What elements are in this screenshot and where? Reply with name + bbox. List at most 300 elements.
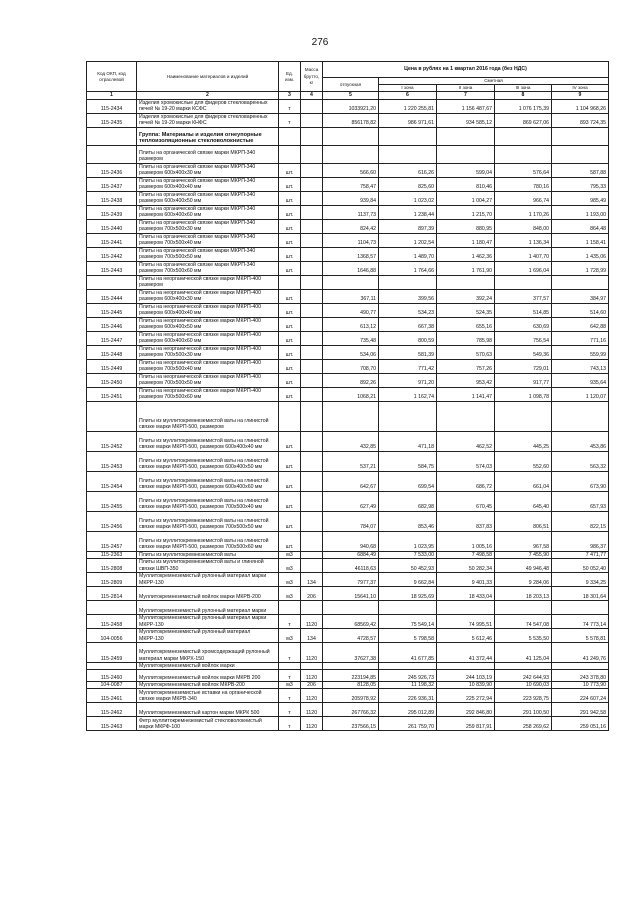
column-number: 7	[437, 92, 495, 99]
price-zone-3: 806,51	[495, 511, 552, 531]
header-zone-2: II зона	[437, 85, 495, 92]
empty-cell	[437, 275, 495, 289]
item-mass: 1120	[301, 670, 323, 682]
price-release: 735,48	[323, 331, 379, 345]
price-zone-3: 377,57	[495, 289, 552, 303]
price-zone-2: 785,98	[437, 331, 495, 345]
price-zone-3: 756,54	[495, 331, 552, 345]
price-zone-4: 743,13	[552, 359, 609, 373]
price-zone-4: 50 052,40	[552, 558, 609, 572]
price-zone-4: 291 942,58	[552, 703, 609, 717]
price-release: 1068,21	[323, 387, 379, 401]
item-name: Плиты на органической связке марки МКРП-340 размером 700х500х60 мм	[137, 261, 279, 275]
item-code: 115-2808	[87, 558, 137, 572]
item-mass: 134	[301, 628, 323, 642]
item-unit: м3	[279, 558, 301, 572]
price-zone-4: 1 120,07	[552, 387, 609, 401]
item-name: Плиты на неорганической связке марки МКРП-400 размером 600х400х50 мм	[137, 317, 279, 331]
item-mass	[301, 163, 323, 177]
price-zone-2: 1 156 487,67	[437, 99, 495, 113]
empty-cell	[301, 127, 323, 145]
price-zone-3: 445,25	[495, 431, 552, 451]
price-release: 824,42	[323, 219, 379, 233]
item-mass	[301, 387, 323, 401]
item-unit: шт.	[279, 345, 301, 359]
empty-cell	[495, 401, 552, 431]
price-release: 642,67	[323, 471, 379, 491]
table-row	[87, 289, 609, 303]
empty-cell	[379, 662, 437, 669]
item-unit: шт.	[279, 491, 301, 511]
empty-cell	[87, 127, 137, 145]
price-zone-3: 41 125,04	[495, 642, 552, 662]
table-row	[87, 205, 609, 219]
item-unit: т	[279, 614, 301, 628]
price-zone-1: 584,75	[379, 451, 437, 471]
empty-cell	[279, 662, 301, 669]
price-release: 758,47	[323, 177, 379, 191]
price-zone-4: 9 334,25	[552, 572, 609, 586]
price-zone-4: 795,33	[552, 177, 609, 191]
price-zone-4: 5 578,81	[552, 628, 609, 642]
item-unit: т	[279, 642, 301, 662]
price-release: 708,70	[323, 359, 379, 373]
price-zone-2: 686,72	[437, 471, 495, 491]
price-release: 1104,73	[323, 233, 379, 247]
item-mass: 206	[301, 586, 323, 600]
price-zone-1: 1 023,95	[379, 531, 437, 551]
table-body	[87, 99, 609, 731]
price-zone-4: 822,15	[552, 511, 609, 531]
empty-cell	[379, 600, 437, 614]
item-name: Муллитокремнеземистый хромсодержащий рулонный материал марки МКРХ-150	[137, 642, 279, 662]
empty-cell	[437, 662, 495, 669]
price-release: 490,77	[323, 303, 379, 317]
price-zone-1: 245 926,73	[379, 670, 437, 682]
item-code: 115-2447	[87, 331, 137, 345]
item-name: Муллитокремнеземистый рулонный материал марки МКРР-130	[137, 614, 279, 628]
item-unit: м3	[279, 572, 301, 586]
price-zone-2: 599,04	[437, 163, 495, 177]
item-code: 115-2435	[87, 113, 137, 127]
price-zone-4: 935,64	[552, 373, 609, 387]
table-row	[87, 317, 609, 331]
item-unit: шт.	[279, 219, 301, 233]
price-zone-3: 223 928,75	[495, 689, 552, 703]
price-zone-3: 1 696,04	[495, 261, 552, 275]
header-price-group: Цена в рублях на 1 квартал 2016 года (без НДС)	[323, 62, 609, 78]
price-zone-4: 986,37	[552, 531, 609, 551]
item-code: 115-2454	[87, 471, 137, 491]
table-row	[87, 113, 609, 127]
price-zone-4: 18 301,64	[552, 586, 609, 600]
item-name: Плиты из муллитокремнеземистой ваты	[137, 551, 279, 558]
price-zone-3: 661,04	[495, 471, 552, 491]
table-row	[87, 451, 609, 471]
price-zone-1: 1 764,66	[379, 261, 437, 275]
item-unit: шт.	[279, 373, 301, 387]
price-zone-4: 559,99	[552, 345, 609, 359]
table-row	[87, 387, 609, 401]
empty-cell	[301, 401, 323, 431]
price-zone-1: 41 677,85	[379, 642, 437, 662]
item-code: 115-2462	[87, 703, 137, 717]
price-zone-4: 771,16	[552, 331, 609, 345]
price-zone-2: 244 103,19	[437, 670, 495, 682]
item-mass	[301, 471, 323, 491]
item-unit: м3	[279, 628, 301, 642]
item-mass	[301, 99, 323, 113]
item-mass	[301, 558, 323, 572]
price-zone-3: 966,74	[495, 191, 552, 205]
price-zone-4: 1 728,99	[552, 261, 609, 275]
item-unit: шт.	[279, 177, 301, 191]
subheading: Плиты из муллитокремнеземистой ваты на глинистой связке марки МКРП-500, размером	[137, 401, 279, 431]
table-row	[87, 233, 609, 247]
empty-cell	[379, 275, 437, 289]
item-code: 115-2437	[87, 177, 137, 191]
item-unit: шт.	[279, 247, 301, 261]
price-zone-1: 50 452,93	[379, 558, 437, 572]
table-row	[87, 682, 609, 689]
item-code: 115-2442	[87, 247, 137, 261]
item-code: 115-2363	[87, 551, 137, 558]
price-zone-4: 7 471,77	[552, 551, 609, 558]
price-zone-2: 1 761,90	[437, 261, 495, 275]
empty-cell	[301, 600, 323, 614]
table-row	[87, 572, 609, 586]
price-zone-1: 682,98	[379, 491, 437, 511]
empty-cell	[495, 127, 552, 145]
item-mass	[301, 191, 323, 205]
item-name: Муллитокремнеземистые вставки на органической связке марки МКРВ-340	[137, 689, 279, 703]
table-row	[87, 99, 609, 113]
empty-cell	[552, 662, 609, 669]
table-row	[87, 331, 609, 345]
item-code: 115-2444	[87, 289, 137, 303]
price-zone-2: 934 585,12	[437, 113, 495, 127]
item-unit: шт.	[279, 331, 301, 345]
price-zone-2: 670,45	[437, 491, 495, 511]
empty-cell	[552, 127, 609, 145]
item-code: 115-2456	[87, 511, 137, 531]
item-unit: шт.	[279, 205, 301, 219]
empty-cell	[552, 145, 609, 163]
subheading: Муллитокремнеземистый рулонный материал марки	[137, 600, 279, 614]
price-zone-3: 552,60	[495, 451, 552, 471]
empty-cell	[279, 275, 301, 289]
price-release: 566,60	[323, 163, 379, 177]
item-unit: шт.	[279, 359, 301, 373]
price-zone-1: 399,56	[379, 289, 437, 303]
table-row	[87, 491, 609, 511]
item-mass	[301, 303, 323, 317]
price-zone-2: 392,24	[437, 289, 495, 303]
item-unit: шт.	[279, 471, 301, 491]
table-row	[87, 177, 609, 191]
item-name: Плиты на органической связке марки МКРП-340 размером 600х400х30 мм	[137, 163, 279, 177]
empty-cell	[279, 600, 301, 614]
item-mass: 206	[301, 682, 323, 689]
item-code: 115-2443	[87, 261, 137, 275]
item-unit: шт.	[279, 261, 301, 275]
price-zone-2: 1 005,16	[437, 531, 495, 551]
header-estimate: Сметная	[379, 78, 609, 85]
item-code: 115-2452	[87, 431, 137, 451]
table-row	[87, 247, 609, 261]
subheading: Плиты на неорганической связке марки МКРП-400 размером	[137, 275, 279, 289]
item-mass	[301, 359, 323, 373]
table-row	[87, 628, 609, 642]
price-release: 8128,05	[323, 682, 379, 689]
item-mass	[301, 331, 323, 345]
price-release: 1137,73	[323, 205, 379, 219]
price-release: 939,84	[323, 191, 379, 205]
price-zone-4: 384,97	[552, 289, 609, 303]
item-name: Муллитокремнеземистый войлок марки МКРВ 200	[137, 670, 279, 682]
item-name: Плиты из муллитокремнеземистой ваты на глинистой связке марки МКРП-500, размером 600х400х40 мм	[137, 431, 279, 451]
price-zone-2: 9 401,33	[437, 572, 495, 586]
item-mass	[301, 511, 323, 531]
item-name: Муллитокремнеземистый войлок МКРВ-200	[137, 682, 279, 689]
price-release: 15641,10	[323, 586, 379, 600]
empty-cell	[301, 275, 323, 289]
item-name: Плиты на органической связке марки МКРП-340 размером 600х400х40 мм	[137, 177, 279, 191]
price-release: 784,07	[323, 511, 379, 531]
item-mass	[301, 451, 323, 471]
empty-cell	[279, 127, 301, 145]
table-row	[87, 558, 609, 572]
price-zone-1: 1 238,44	[379, 205, 437, 219]
item-mass	[301, 317, 323, 331]
empty-cell	[87, 401, 137, 431]
price-zone-2: 74 995,51	[437, 614, 495, 628]
price-zone-2: 1 215,70	[437, 205, 495, 219]
price-zone-1: 1 202,54	[379, 233, 437, 247]
item-name: Плиты из муллитокремнеземистой ваты на глинистой связке марки МКРП-500, размером 700х500х60 мм	[137, 531, 279, 551]
price-zone-3: 18 203,13	[495, 586, 552, 600]
price-release: 613,12	[323, 317, 379, 331]
price-release: 534,06	[323, 345, 379, 359]
price-zone-3: 9 284,06	[495, 572, 552, 586]
price-zone-4: 453,86	[552, 431, 609, 451]
price-zone-1: 5 798,58	[379, 628, 437, 642]
price-zone-1: 971,20	[379, 373, 437, 387]
price-zone-4: 587,88	[552, 163, 609, 177]
price-zone-1: 1 489,70	[379, 247, 437, 261]
empty-cell	[279, 401, 301, 431]
empty-cell	[437, 145, 495, 163]
price-zone-2: 757,26	[437, 359, 495, 373]
empty-cell	[87, 145, 137, 163]
price-zone-3: 5 535,50	[495, 628, 552, 642]
item-code: 115-2448	[87, 345, 137, 359]
price-zone-3: 549,36	[495, 345, 552, 359]
price-release: 627,49	[323, 491, 379, 511]
table-row	[87, 219, 609, 233]
price-zone-2: 655,16	[437, 317, 495, 331]
item-name: Плиты из муллитокремнеземистой ваты и глиняной связки ШВП-350	[137, 558, 279, 572]
price-zone-3: 1 170,26	[495, 205, 552, 219]
empty-cell	[279, 145, 301, 163]
column-number: 8	[495, 92, 552, 99]
item-code: 115-2434	[87, 99, 137, 113]
price-zone-2: 1 180,47	[437, 233, 495, 247]
item-name: Плиты на неорганической связке марки МКРП-400 размером 600х400х40 мм	[137, 303, 279, 317]
price-zone-1: 667,38	[379, 317, 437, 331]
item-unit: т	[279, 670, 301, 682]
empty-cell	[301, 145, 323, 163]
item-name: Муллитокремнеземистый войлок марки МКРВ-200	[137, 586, 279, 600]
price-zone-4: 673,90	[552, 471, 609, 491]
table-row	[87, 689, 609, 703]
price-release: 1033921,20	[323, 99, 379, 113]
item-mass	[301, 551, 323, 558]
subheading-row	[87, 662, 609, 669]
item-unit: шт.	[279, 163, 301, 177]
item-name: Плиты на неорганической связке марки МКРП-400 размером 700х500х40 мм	[137, 359, 279, 373]
item-unit: шт.	[279, 387, 301, 401]
price-release: 1368,57	[323, 247, 379, 261]
empty-cell	[323, 127, 379, 145]
item-unit: м3	[279, 551, 301, 558]
price-release: 267766,32	[323, 703, 379, 717]
item-code: 115-2445	[87, 303, 137, 317]
price-zone-2: 810,46	[437, 177, 495, 191]
table-row	[87, 373, 609, 387]
table-row	[87, 191, 609, 205]
item-code: 115-2451	[87, 387, 137, 401]
price-zone-4: 74 773,14	[552, 614, 609, 628]
price-zone-3: 74 547,08	[495, 614, 552, 628]
item-code: 115-2436	[87, 163, 137, 177]
empty-cell	[323, 662, 379, 669]
item-code: 115-2457	[87, 531, 137, 551]
table-row	[87, 614, 609, 628]
price-release: 223194,85	[323, 670, 379, 682]
price-zone-2: 570,63	[437, 345, 495, 359]
price-zone-4: 657,93	[552, 491, 609, 511]
column-number: 6	[379, 92, 437, 99]
header-zone-3: III зона	[495, 85, 552, 92]
table-row	[87, 163, 609, 177]
price-release: 37627,38	[323, 642, 379, 662]
item-unit: шт.	[279, 431, 301, 451]
item-name: Муллитокремнеземистый картон марки МКРК 500	[137, 703, 279, 717]
price-zone-3: 729,01	[495, 359, 552, 373]
price-release: 1646,88	[323, 261, 379, 275]
item-mass	[301, 177, 323, 191]
table-row	[87, 511, 609, 531]
item-mass: 1120	[301, 689, 323, 703]
item-mass	[301, 261, 323, 275]
item-code: 115-2463	[87, 717, 137, 731]
item-mass: 1120	[301, 703, 323, 717]
table-row	[87, 345, 609, 359]
subheading-row	[87, 145, 609, 163]
price-zone-2: 837,83	[437, 511, 495, 531]
item-code: 115-2440	[87, 219, 137, 233]
price-zone-1: 11 198,32	[379, 682, 437, 689]
table-row	[87, 471, 609, 491]
table-row	[87, 717, 609, 731]
empty-cell	[379, 401, 437, 431]
item-unit: шт.	[279, 303, 301, 317]
item-mass	[301, 431, 323, 451]
price-zone-3: 576,64	[495, 163, 552, 177]
price-zone-3: 1 076 175,39	[495, 99, 552, 113]
price-zone-1: 986 971,61	[379, 113, 437, 127]
column-number: 4	[301, 92, 323, 99]
item-code: 115-2438	[87, 191, 137, 205]
price-zone-4: 259 051,16	[552, 717, 609, 731]
column-number: 5	[323, 92, 379, 99]
empty-cell	[379, 127, 437, 145]
table-row	[87, 261, 609, 275]
group-heading-row	[87, 127, 609, 145]
table-row	[87, 431, 609, 451]
empty-cell	[323, 600, 379, 614]
price-zone-3: 258 269,62	[495, 717, 552, 731]
empty-cell	[552, 275, 609, 289]
header-code: Код ОКП, код отраслевой	[87, 62, 137, 92]
table-row	[87, 551, 609, 558]
empty-cell	[495, 600, 552, 614]
item-code: 115-2446	[87, 317, 137, 331]
empty-cell	[437, 401, 495, 431]
table-row	[87, 703, 609, 717]
item-code: 115-2461	[87, 689, 137, 703]
group-heading: Группа: Материалы и изделия огнеупорные теплоизоляционные стекловолокнистые	[137, 127, 279, 145]
item-name: Плиты на органической связке марки МКРП-340 размером 700х500х50 мм	[137, 247, 279, 261]
price-zone-2: 1 004,27	[437, 191, 495, 205]
price-zone-3: 967,58	[495, 531, 552, 551]
item-name: Изделия хромокислые для фидеров стекловаренных печей № 19-20 марки КНФС	[137, 113, 279, 127]
item-code: 115-2814	[87, 586, 137, 600]
price-zone-2: 225 272,94	[437, 689, 495, 703]
item-name: Плиты на органической связке марки МКРП-340 размером 600х400х50 мм	[137, 191, 279, 205]
item-mass	[301, 345, 323, 359]
empty-cell	[323, 401, 379, 431]
price-zone-1: 1 023,02	[379, 191, 437, 205]
item-unit: т	[279, 703, 301, 717]
table-row	[87, 359, 609, 373]
item-mass: 1120	[301, 642, 323, 662]
price-zone-1: 7 533,00	[379, 551, 437, 558]
price-release: 68569,42	[323, 614, 379, 628]
empty-cell	[552, 401, 609, 431]
item-code: 115-2449	[87, 359, 137, 373]
price-zone-4: 1 158,41	[552, 233, 609, 247]
price-zone-3: 780,16	[495, 177, 552, 191]
item-name: Плиты из муллитокремнеземистой ваты на глинистой связке марки МКРП-500, размером 700х500х50 мм	[137, 511, 279, 531]
price-zone-4: 514,60	[552, 303, 609, 317]
price-table	[86, 61, 609, 731]
empty-cell	[301, 662, 323, 669]
price-zone-3: 869 627,06	[495, 113, 552, 127]
price-zone-1: 75 549,14	[379, 614, 437, 628]
price-release: 892,26	[323, 373, 379, 387]
price-zone-1: 261 759,70	[379, 717, 437, 731]
item-code: 115-2439	[87, 205, 137, 219]
price-zone-1: 1 220 255,81	[379, 99, 437, 113]
price-release: 940,68	[323, 531, 379, 551]
price-zone-2: 1 462,36	[437, 247, 495, 261]
empty-cell	[552, 600, 609, 614]
item-name: Фетр муллитокремнеземистый стекловолокнистый марки МКРФ-100	[137, 717, 279, 731]
price-zone-2: 10 839,90	[437, 682, 495, 689]
item-unit: шт.	[279, 511, 301, 531]
